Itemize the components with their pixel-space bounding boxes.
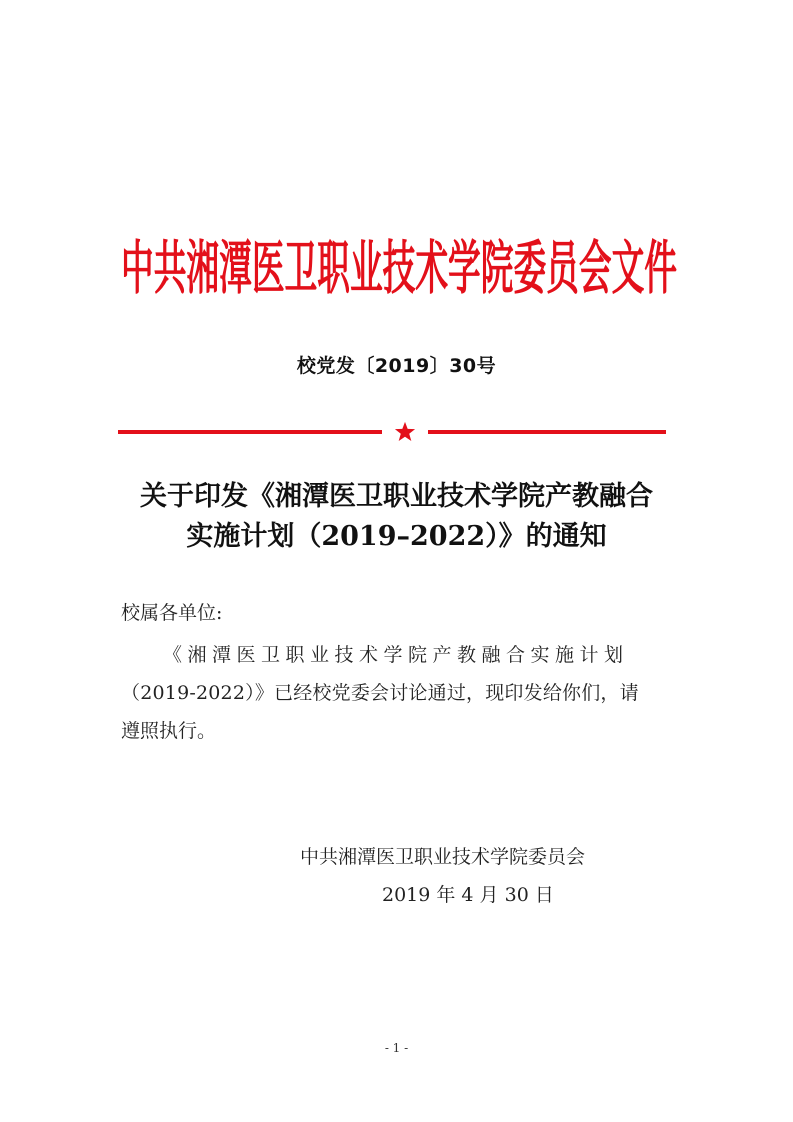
salutation: 校属各单位:	[121, 602, 223, 624]
masthead-text: 中共湘潭医卫职业技术学院委员会文件	[121, 234, 677, 302]
masthead	[118, 208, 680, 304]
document-number: 校党发〔2019〕30号	[296, 355, 497, 377]
divider-line-right	[428, 430, 666, 434]
body-paragraph	[121, 636, 666, 750]
document-title	[60, 477, 733, 557]
star-icon	[382, 418, 428, 446]
body-line-3: 遵照执行。	[121, 720, 217, 742]
divider-line-left	[118, 430, 382, 434]
body-line-2: （2019-2022）》已经校党委会讨论通过，现印发给你们，请	[121, 682, 639, 704]
red-divider	[118, 418, 666, 446]
masthead-svg	[118, 208, 680, 304]
signature-organization: 中共湘潭医卫职业技术学院委员会	[300, 846, 586, 868]
title-line-1: 关于印发《湘潭医卫职业技术学院产教融合	[140, 481, 653, 512]
page-number: - 1 -	[384, 1041, 409, 1055]
title-line-2: 实施计划（2019–2022）》的通知	[186, 521, 607, 552]
signature-block	[300, 838, 585, 914]
signature-date: 2019 年 4 月 30 日	[382, 884, 554, 906]
body-line-1: 《湘潭医卫职业技术学院产教融合实施计划	[163, 644, 629, 666]
